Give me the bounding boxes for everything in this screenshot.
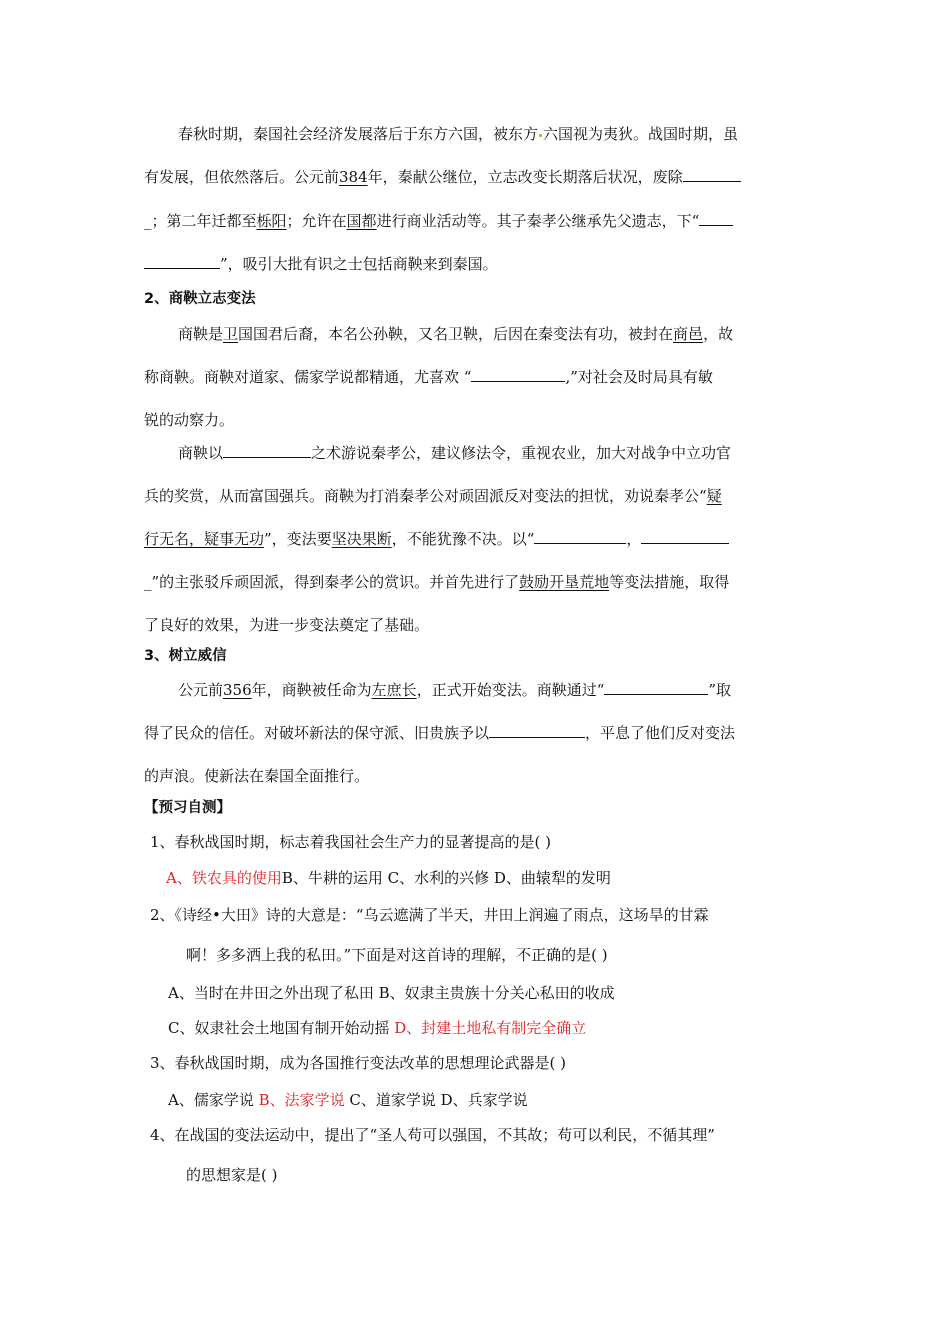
section-heading-preview-test: 【预习自测】 [144,800,231,816]
year-384: 384 [339,168,368,186]
section-heading-3: 3、树立威信 [144,648,227,664]
blank-fill[interactable] [683,167,741,182]
place-yueyang: 栎阳 [256,212,287,230]
phrase-reclaim-land: 鼓励开垦荒地 [519,573,610,591]
p1-line1: 春秋时期，秦国社会经济发展落后于东方六国，被东方 六国视为夷狄。战国时期，虽 [178,125,739,143]
section-heading-2: 2、商鞅立志变法 [144,291,256,307]
blank-fill[interactable] [641,529,729,544]
blank-fill[interactable] [144,254,220,269]
p3-line4: _”的主张驳斥顽固派，得到秦孝公的赏识。并首先进行了鼓励开垦荒地等变法措施，取得 [144,573,730,591]
question-2-answer: D、封建土地私有制完全确立 [394,1019,587,1037]
quote-underlined: 行无名，疑事无功 [144,530,265,548]
question-2-options-row1: A、当时在井田之外出现了私田 B、奴隶主贵族十分关心私田的收成 [168,984,615,1002]
question-2-options-row2: C、奴隶社会土地国有制开始动摇 D、封建土地私有制完全确立 [168,1019,587,1037]
p4-line3: 的声浪。使新法在秦国全面推行。 [144,767,370,785]
title-zuoshuzhang: 左庶长 [371,681,417,699]
p4-line2: 得了民众的信任。对破坏新法的保守派、旧贵族予以 ，平息了他们反对变法 [144,724,736,742]
blank-fill[interactable] [471,367,565,382]
question-3-options: A、儒家学说 B、法家学说 C、道家学说 D、兵家学说 [168,1091,528,1109]
question-3-stem: 3、春秋战国时期，成为各国推行变法改革的思想理论武器是( ) [150,1054,567,1072]
state-wei: 卫 [223,325,239,343]
question-1-answer: A、铁农具的使用 [166,869,282,887]
blank-fill[interactable] [489,723,585,738]
p1-line2: 有发展，但依然落后。公元前384年，秦献公继位，立志改变长期落后状况，废除 [144,167,741,187]
p4-line1: 公元前356年，商鞅被任命为左庶长，正式开始变法。商鞅通过“ ”取 [178,681,732,699]
p2-line3: 锐的动察力。 [144,411,235,429]
question-1-stem: 1、春秋战国时期，标志着我国社会生产力的显著提高的是( ) [150,833,552,851]
place-capital: 国都 [346,212,377,230]
blank-fill[interactable] [604,680,708,695]
place-shangyi: 商邑 [673,325,704,343]
speck-mark [539,134,542,137]
p3-line1: 商鞅以 之术游说秦孝公，建议修法令，重视农业，加大对战争中立功官 [178,444,732,462]
question-3-answer: B、法家学说 [258,1091,345,1109]
p3-line3: 行无名，疑事无功”，变法要坚决果断，不能犹豫不决。以“ ， [144,529,729,549]
blank-fill[interactable] [534,529,626,544]
phrase-decisive: 坚决果断 [331,530,392,548]
p1-line3: _；第二年迁都至栎阳；允许在国都进行商业活动等。其子秦孝公继承先父遗志，下“ [144,211,733,231]
question-2-stem-line1: 2、《诗经•大田》诗的大意是：“乌云遮满了半天，井田上润遍了雨点，这场旱的甘霖 [150,906,709,924]
quote-underlined: 疑 [706,487,722,505]
question-4-stem-line2: 的思想家是( ) [186,1166,278,1184]
blank-fill[interactable] [699,211,733,226]
p3-line5: 了良好的效果，为进一步变法奠定了基础。 [144,616,430,634]
p2-line1: 商鞅是卫国国君后裔，本名公孙鞅，又名卫鞅，后因在秦变法有功，被封在商邑，故 [178,325,734,343]
p3-line2: 兵的奖赏，从而富国强兵。商鞅为打消秦孝公对顽固派反对变法的担忧，劝说秦孝公“疑 [144,487,722,505]
year-356: 356 [223,681,252,699]
question-1-options: A、铁农具的使用B、牛耕的运用 C、水利的兴修 D、曲辕犁的发明 [166,869,611,887]
p2-line2: 称商鞅。商鞅对道家、儒家学说都精通，尤喜欢 “ ,”对社会及时局具有敏 [144,368,713,386]
blank-fill[interactable] [223,443,311,458]
question-4-stem-line1: 4、在战国的变法运动中，提出了“圣人苟可以强国，不其故；苟可以利民，不循其理” [150,1126,715,1144]
question-2-stem-line2: 啊！多多洒上我的私田。”下面是对这首诗的理解，不正确的是( ) [186,946,608,964]
p1-line4: ”，吸引大批有识之士包括商鞅来到秦国。 [144,254,498,274]
